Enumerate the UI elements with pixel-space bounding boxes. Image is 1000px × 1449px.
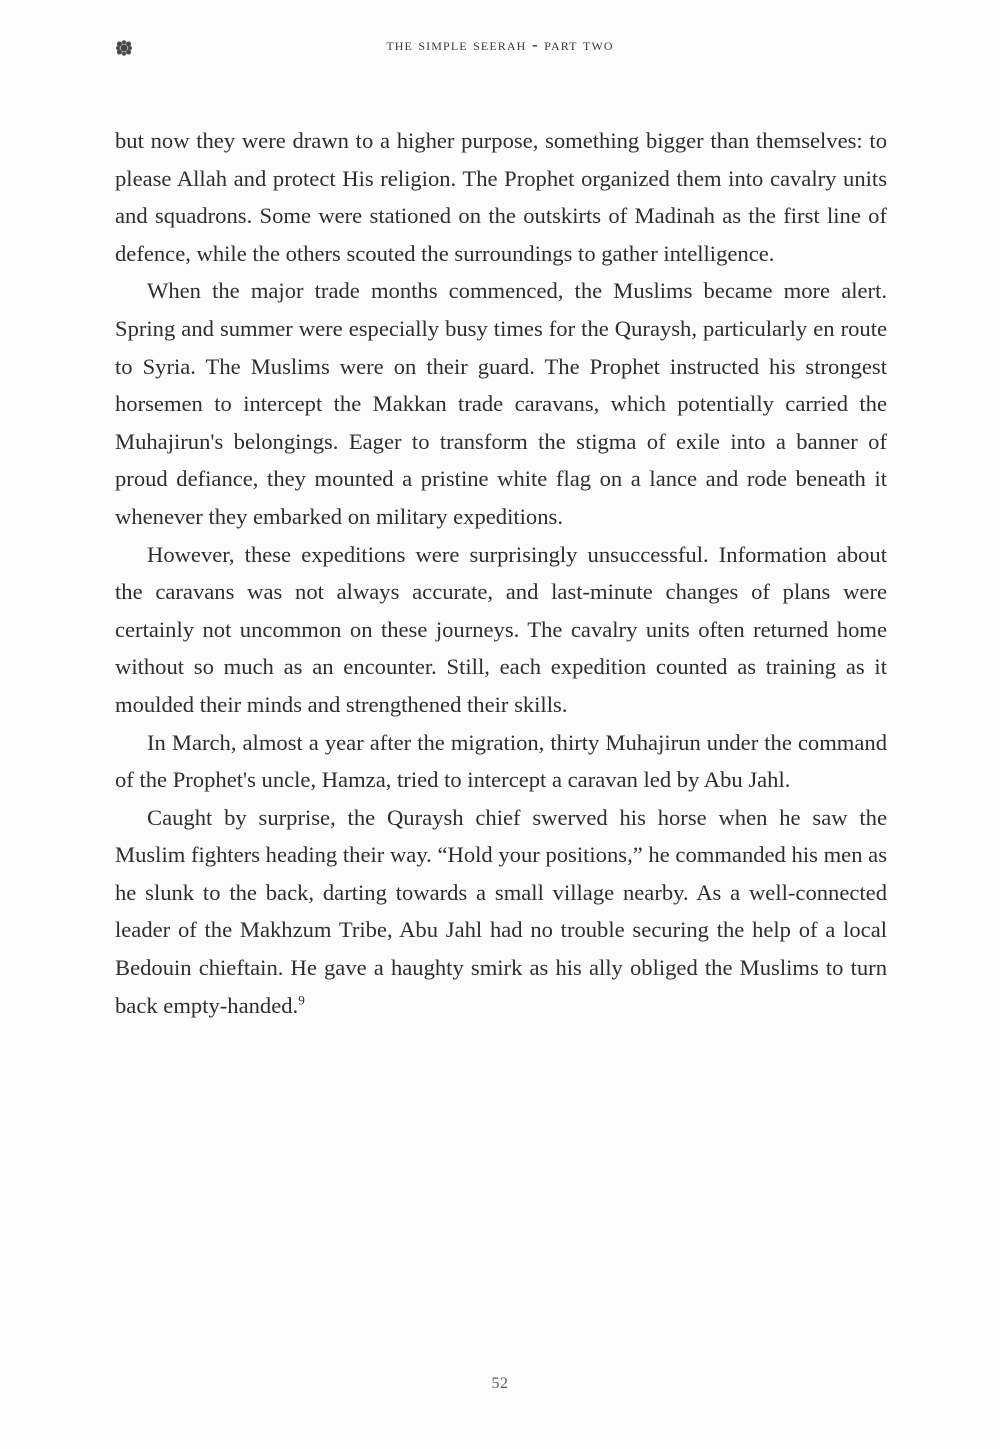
running-head: [0, 34, 1000, 66]
running-head-title: the simple seerah - part two: [386, 34, 614, 54]
body-text-block: [115, 122, 887, 1024]
paragraph-2: When the major trade months commenced, the Muslims became more alert. Spring and summer were especially busy times for the Quraysh, particularly en route to Syria. The Muslims were on their guard. The Prophet instructed his strongest horsemen to intercept the Makkan trade caravans, which potentially carried the Muhajirun's belongings. Eager to transform the stigma of exile into a banner of proud defiance, they mounted a pristine white flag on a lance and rode beneath it whenever they embarked on military expeditions.: [115, 278, 887, 529]
page-number: 52: [491, 1375, 509, 1392]
paragraph-5: [115, 799, 887, 1025]
footnote-marker: 9: [298, 992, 305, 1008]
paragraph-5-text: Caught by surprise, the Quraysh chief swerved his horse when he saw the Muslim fighters heading their way. “Hold your positions,” he commanded his men as he slunk to the back, darting towards a small village nearby. As a well-connected leader of the Makhzum Tribe, Abu Jahl had no trouble securing the help of a local Bedouin chieftain. He gave a haughty smirk as his ally obliged the Muslims to turn back empty-handed.: [115, 804, 887, 1018]
paragraph-3: However, these expeditions were surprisingly unsuccessful. Information about the caravans was not always accurate, and last-minute changes of plans were certainly not uncommon on these journeys. The cavalry units often returned home without so much as an encounter. Still, each expedition counted as training as it moulded their minds and strengthened their skills.: [115, 541, 887, 717]
paragraph-4: In March, almost a year after the migration, thirty Muhajirun under the command of the Prophet's uncle, Hamza, tried to intercept a caravan led by Abu Jahl.: [115, 729, 887, 793]
paragraph-1: but now they were drawn to a higher purpose, something bigger than themselves: to please Allah and protect His religion. The Prophet organized them into cavalry units and squadrons. Some were stationed on the outskirts of Madinah as the first line of defence, while the others scouted the surroundings to gather intelligence.: [115, 128, 887, 266]
